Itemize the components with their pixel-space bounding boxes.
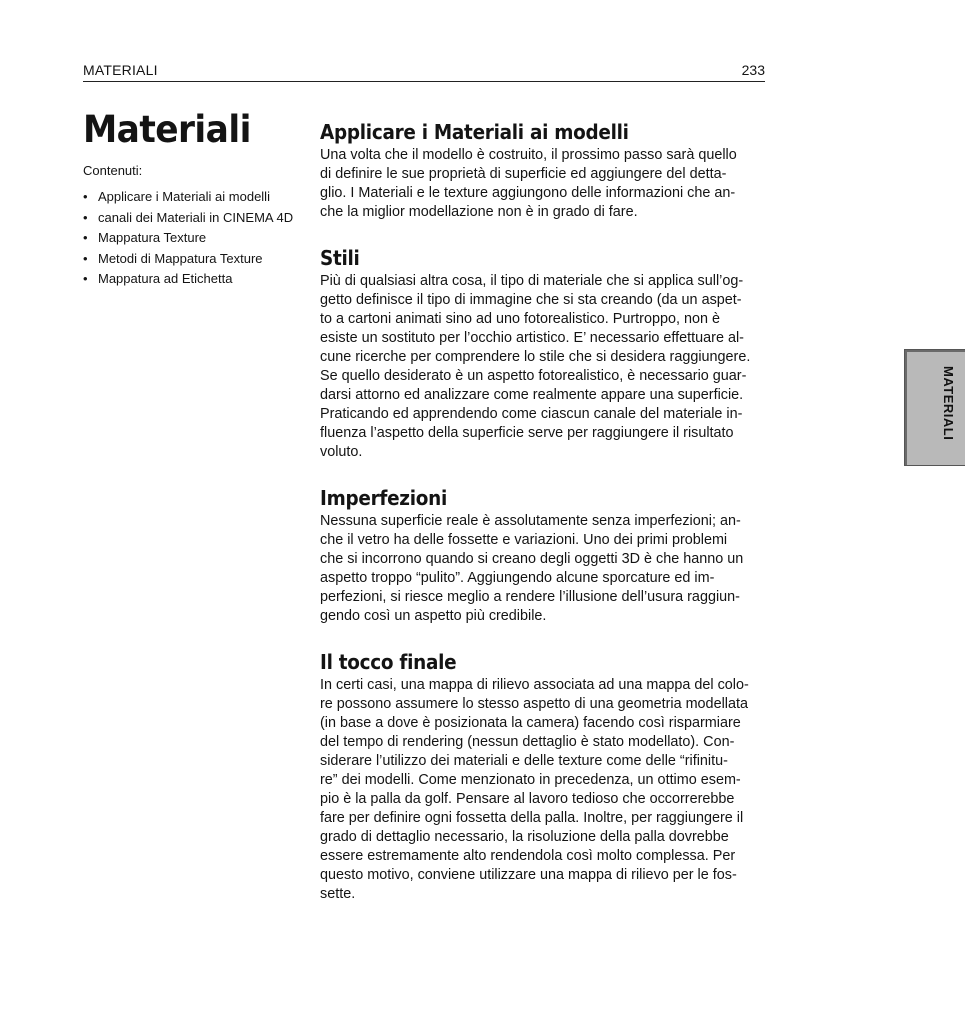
chapter-title: Materiali — [83, 108, 251, 151]
text-line: getto definisce il tipo di immagine che si sta creando (da un aspet- — [320, 292, 742, 308]
text-line: (in base a dove è posizionata la camera) facendo così risparmiare — [320, 715, 741, 731]
section-applicare — [320, 118, 766, 222]
bullet-icon: • — [83, 250, 88, 266]
text-line: re” dei modelli. Come menzionato in precedenza, un ottimo esem- — [320, 772, 741, 788]
text-line: In certi casi, una mappa di rilievo associata ad una mappa del colo- — [320, 677, 749, 693]
chapter-thumb-tab — [904, 349, 965, 466]
contents-list — [83, 189, 298, 286]
text-line: perfezioni, si riesce meglio a rendere l’illusione dell’usura raggiun- — [320, 589, 740, 605]
text-line: gendo così un aspetto più credibile. — [320, 608, 547, 624]
bullet-icon: • — [83, 189, 88, 204]
text-line: Più di qualsiasi altra cosa, il tipo di materiale che si applica sull’og- — [320, 273, 744, 289]
section-heading: Stili — [320, 246, 360, 270]
running-header-section: MATERIALI — [83, 62, 158, 78]
text-line: che la miglior modellazione non è in grado di fare. — [320, 204, 638, 220]
section-heading: Il tocco finale — [320, 650, 457, 674]
contents-item — [83, 271, 298, 286]
text-line: di definire le sue proprietà di superficie ed aggiungere del detta- — [320, 166, 727, 182]
text-line: aspetto troppo “pulito”. Aggiungendo alcune sporcature ed im- — [320, 570, 715, 586]
text-line: Praticando ed apprendendo come ciascun canale del materiale in- — [320, 406, 743, 422]
contents-label: Contenuti: — [83, 163, 143, 178]
contents-item-label: Mappatura Texture — [98, 230, 207, 245]
section-body — [320, 146, 766, 222]
contents-item-label: canali dei Materiali in CINEMA 4D — [98, 209, 294, 225]
page-number: 233 — [741, 62, 765, 78]
section-stili — [320, 244, 766, 462]
contents-item — [83, 251, 298, 266]
contents-item-label: Applicare i Materiali ai modelli — [98, 189, 270, 204]
contents-item-label: Metodi di Mappatura Texture — [98, 250, 263, 266]
main-content — [320, 118, 766, 926]
bullet-icon: • — [83, 209, 88, 225]
text-line: fare per definire ogni fossetta della palla. Inoltre, per raggiungere il — [320, 810, 744, 826]
text-line: Se quello desiderato è un aspetto fotorealistico, è necessario guar- — [320, 368, 747, 384]
section-body — [320, 512, 766, 626]
text-line: del tempo di rendering (nessun dettaglio è stato modellato). Con- — [320, 734, 735, 750]
text-line: essere estremamente alto rendendola così molto complessa. Per — [320, 848, 736, 864]
contents-item — [83, 189, 298, 204]
text-line: esiste un sostituto per l’occhio artistico. E’ necessario effettuare al- — [320, 330, 744, 346]
text-line: darsi attorno ed analizzare come realmente appare una superficie. — [320, 387, 744, 403]
text-line: che si incorrono quando si creano degli oggetti 3D è che hanno un — [320, 551, 744, 567]
contents-item-label: Mappatura ad Etichetta — [98, 271, 233, 286]
text-line: pio è la palla da golf. Pensare al lavoro tedioso che occorrerebbe — [320, 791, 735, 807]
section-heading: Imperfezioni — [320, 486, 447, 510]
text-line: fluenza l’aspetto della superficie serve per raggiungere il risultato — [320, 425, 734, 441]
text-line: Una volta che il modello è costruito, il prossimo passo sarà quello — [320, 147, 737, 163]
text-line: to a cartoni animati sino ad uno fotorealistico. Purtroppo, non è — [320, 311, 720, 327]
text-line: grado di dettaglio necessario, la risoluzione della palla dovrebbe — [320, 829, 729, 845]
text-line: che il vetro ha delle fossette e variazioni. Uno dei primi problemi — [320, 532, 728, 548]
text-line: glio. I Materiali e le texture aggiungono delle informazioni che an- — [320, 185, 736, 201]
section-body — [320, 676, 766, 904]
section-body — [320, 272, 766, 462]
section-heading: Applicare i Materiali ai modelli — [320, 120, 629, 144]
running-header — [83, 61, 765, 82]
section-imperfezioni — [320, 484, 766, 626]
text-line: cune ricerche per comprendere lo stile che si desidera raggiungere. — [320, 349, 751, 365]
bullet-icon: • — [83, 230, 88, 245]
section-tocco-finale — [320, 648, 766, 904]
text-line: siderare l’utilizzo dei materiali e delle texture come delle “rifinitu- — [320, 753, 728, 769]
thumb-tab-label: MATERIALI — [941, 366, 956, 441]
bullet-icon: • — [83, 271, 88, 286]
text-line: re possono assumere lo stesso aspetto di una geometria modellata — [320, 696, 748, 712]
contents-item — [83, 210, 298, 225]
text-line: sette. — [320, 886, 356, 902]
sidebar — [83, 106, 298, 292]
text-line: questo motivo, conviene utilizzare una mappa di rilievo per le fos- — [320, 867, 737, 883]
text-line: Nessuna superficie reale è assolutamente senza imperfezioni; an- — [320, 513, 741, 529]
contents-item — [83, 230, 298, 245]
text-line: voluto. — [320, 444, 363, 460]
